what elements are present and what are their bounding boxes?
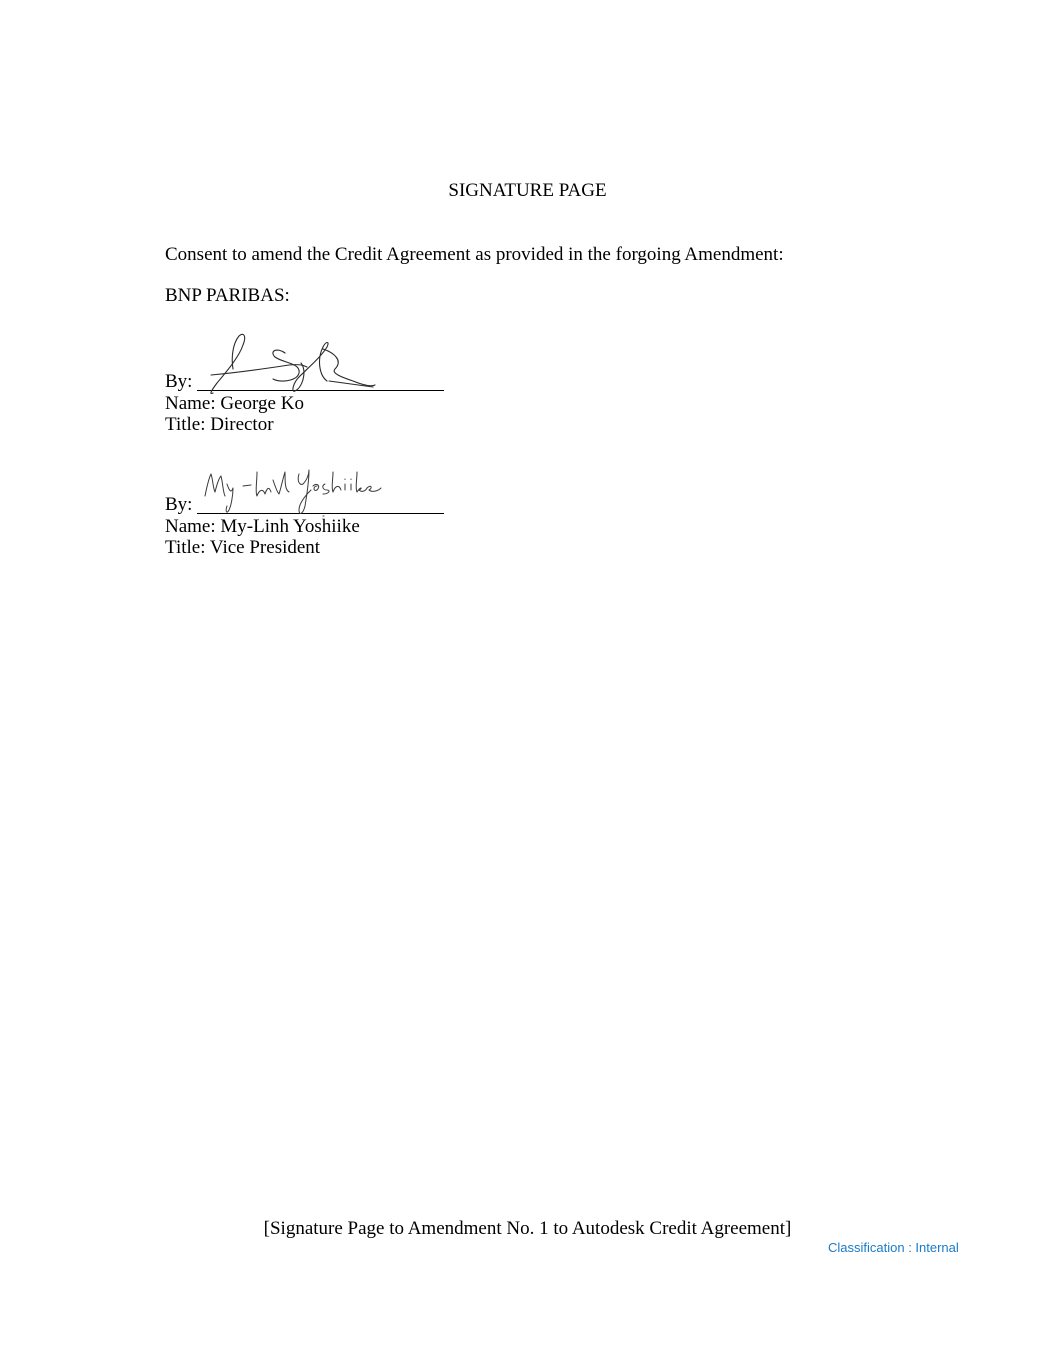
signatory-name: Name: George Ko	[165, 393, 304, 414]
page-footer: [Signature Page to Amendment No. 1 to Autodesk Credit Agreement]	[263, 1218, 792, 1239]
by-label: By:	[165, 371, 193, 392]
signature-row	[165, 460, 465, 516]
signatory-name: Name: My-Linh Yoshiike	[165, 516, 360, 537]
bank-name: BNP PARIBAS:	[165, 285, 290, 306]
classification-label: Classification : Internal	[828, 1240, 959, 1255]
consent-text: Consent to amend the Credit Agreement as provided in the forgoing Amendment:	[165, 244, 784, 265]
signature-block-1	[165, 327, 465, 435]
signature-block-2	[165, 460, 465, 558]
signatory-title: Title: Vice President	[165, 537, 321, 558]
by-label: By:	[165, 494, 193, 515]
handwritten-signature-my-linh-yoshiike	[199, 466, 384, 522]
handwritten-signature-george-ko	[203, 331, 378, 397]
page-heading: SIGNATURE PAGE	[448, 180, 607, 201]
signatory-title: Title: Director	[165, 414, 274, 435]
signature-row	[165, 327, 465, 393]
